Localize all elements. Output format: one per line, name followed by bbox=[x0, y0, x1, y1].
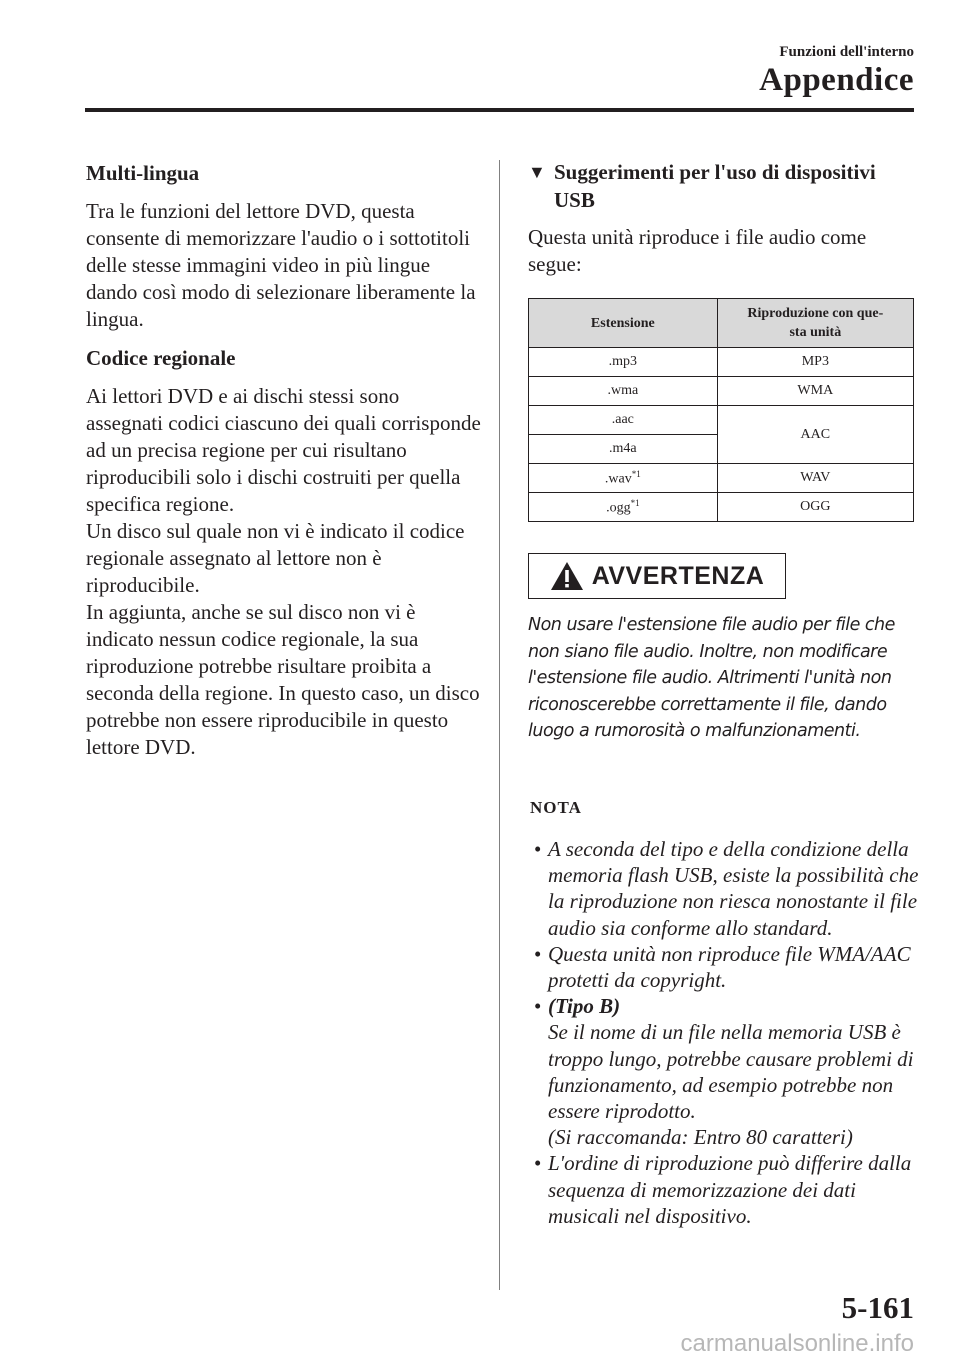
list-item bbox=[534, 993, 920, 1150]
table-cell-format: WMA bbox=[717, 377, 913, 406]
table-row bbox=[529, 377, 914, 406]
table-row bbox=[529, 493, 914, 522]
multilingua-heading: Multi-lingua bbox=[86, 161, 200, 185]
table-cell-extension bbox=[529, 464, 718, 493]
file-extension-table bbox=[528, 298, 914, 522]
left-column bbox=[86, 158, 481, 761]
table-cell-extension: .mp3 bbox=[529, 348, 718, 377]
bullet-icon: • bbox=[534, 1151, 542, 1176]
list-item bbox=[534, 1150, 920, 1229]
right-column bbox=[528, 158, 916, 278]
table-header-playback-line2: sta unità bbox=[789, 325, 842, 340]
header-section-title: Funzioni dell'interno bbox=[779, 44, 914, 60]
table-cell-extension bbox=[529, 493, 718, 522]
extension-text: .wav bbox=[604, 471, 632, 487]
header-rule bbox=[85, 108, 914, 112]
regional-code-paragraph-2: Un disco sul quale non vi è indicato il codice regionale assegnato al lettore non è riproducibile. bbox=[86, 519, 465, 597]
page-number: 5-161 bbox=[841, 1290, 914, 1325]
table-row bbox=[529, 348, 914, 377]
table-header-playback-line1: Riproduzione con que- bbox=[747, 306, 884, 321]
header-chapter-title: Appendice bbox=[759, 62, 914, 98]
extension-text: .ogg bbox=[606, 500, 631, 516]
table-header-row bbox=[529, 299, 914, 348]
footnote-marker: *1 bbox=[631, 468, 641, 479]
table-cell-extension: .wma bbox=[529, 377, 718, 406]
bullet-icon: • bbox=[534, 994, 542, 1019]
table-header-extension: Estensione bbox=[529, 299, 718, 348]
nota-list bbox=[534, 836, 920, 1229]
footnote-marker: *1 bbox=[630, 497, 640, 508]
table-cell-extension: .aac bbox=[529, 406, 718, 435]
triangle-down-icon: ▼ bbox=[528, 162, 546, 182]
table-cell-format: MP3 bbox=[717, 348, 913, 377]
table-header-playback bbox=[717, 299, 913, 348]
table-cell-extension: .m4a bbox=[529, 435, 718, 464]
regional-code-paragraph-3: In aggiunta, anche se sul disco non vi è indicato nessun codice regionale, la sua riproduzione potrebbe risultare proibita a seconda della regione. In questo caso, un disco potrebbe non essere riproducibile in questo lettore DVD. bbox=[86, 600, 480, 759]
warning-label bbox=[528, 553, 786, 599]
nota-title: NOTA bbox=[530, 798, 582, 817]
regional-code-paragraph-1: Ai lettori DVD e ai dischi stessi sono assegnati codici ciascuno dei quali corrisponde ad un precisa regione per cui risultano riproducibili solo i dischi costruiti per quella specifica regione. bbox=[86, 384, 481, 516]
warning-title: AVVERTENZA bbox=[591, 561, 765, 590]
nota-item-subheading: (Tipo B) bbox=[548, 994, 621, 1019]
bullet-icon: • bbox=[534, 837, 542, 861]
nota-item-note: (Si raccomanda: Entro 80 caratteri) bbox=[548, 1125, 853, 1150]
multilingua-paragraph: Tra le funzioni del lettore DVD, questa consente di memorizzare l'audio o i sottotitoli delle stesse immagini video in più lingue dando così modo di selezionare liberamente la lingua. bbox=[86, 199, 476, 331]
table-row bbox=[529, 406, 914, 435]
table-cell-format: OGG bbox=[717, 493, 913, 522]
column-divider bbox=[499, 160, 500, 1290]
nota-item-text: Se il nome di un file nella memoria USB è troppo lungo, potrebbe causare problemi di funzionamento, ad esempio potrebbe non essere riprodotto. bbox=[548, 1020, 914, 1124]
usb-section-heading bbox=[528, 158, 916, 214]
table-cell-format: AAC bbox=[717, 406, 913, 464]
nota-item-text: Questa unità non riproduce file WMA/AAC protetti da copyright. bbox=[548, 941, 911, 993]
table-row bbox=[529, 464, 914, 493]
table-cell-format: WAV bbox=[717, 464, 913, 493]
usb-section-title: Suggerimenti per l'uso di dispositivi USB bbox=[554, 160, 876, 212]
list-item bbox=[534, 941, 920, 993]
nota-item-text: L'ordine di riproduzione può differire dalla sequenza di memorizzazione dei dati musicali nel dispositivo. bbox=[548, 1151, 912, 1228]
warning-text: Non usare l'estensione file audio per file che non siano file audio. Inoltre, non modificare l'estensione file audio. Altrimenti l'unità non riconoscerebbe correttamente il file, dando luogo a rumorosità o malfunzionamenti. bbox=[528, 615, 895, 741]
regional-code-heading: Codice regionale bbox=[86, 346, 236, 370]
nota-item-text: A seconda del tipo e della condizione della memoria flash USB, esiste la possibilità che la riproduzione non riesca nonostante il file audio sia conforme allo standard. bbox=[548, 837, 919, 940]
watermark: carmanualsonline.info bbox=[680, 1330, 914, 1357]
warning-triangle-icon bbox=[550, 561, 584, 591]
usb-intro-text: Questa unità riproduce i file audio come segue: bbox=[528, 225, 867, 276]
list-item bbox=[534, 836, 920, 941]
bullet-icon: • bbox=[534, 941, 542, 966]
